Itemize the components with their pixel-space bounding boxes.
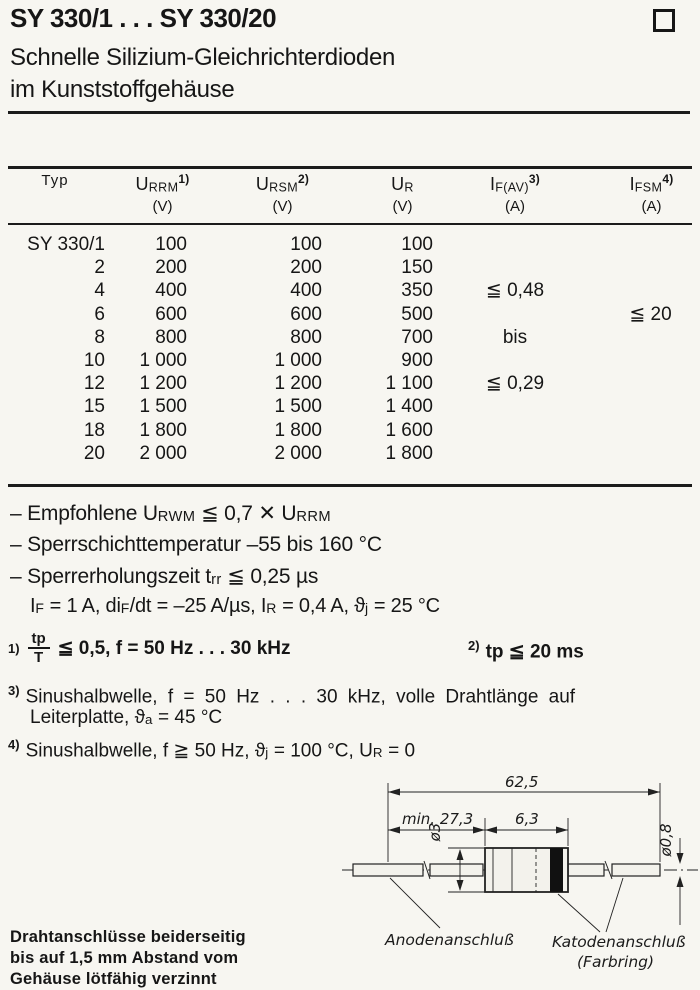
footnote-3-line1: $^{3)}$ Sinushalbwelle, f = 50 Hz . . . 30 kHz, volle Drahtlänge auf [8,683,576,708]
table-row: 12 1 200 1 200 1 100 ≦ 0,29 [83,373,545,395]
diode-body [485,848,568,892]
dim-lead-min-length: min. 27,3 [402,810,474,828]
corner-square-icon [653,9,675,32]
dim-body-diameter: ø3 [426,822,444,842]
table-row: 10 1 000 1 000 900 [83,350,433,372]
dim-overall-length: 62,5 [505,773,539,791]
footnote-3-line2: Leiterplatte, ϑa = 45 °C [30,707,223,728]
note-reverse-recovery-time: – Sperrerholungszeit trr ≦ 0,25 µs [10,565,319,588]
duty-cycle-fraction: $\frac{tp}{T}$ [28,631,50,665]
table-row: 2 200 200 150 [94,257,433,279]
table-row: 20 2 000 2 000 1 800 [83,442,433,464]
note-junction-temperature: – Sperrschichttemperatur –55 bis 160 °C [10,533,382,556]
table-header-rule [8,223,692,225]
subtitle-divider [8,111,690,114]
column-header-ursm: URSM$^{2)}$ (V) [255,172,310,215]
solder-note-line1: Drahtanschlüsse beiderseitig [10,928,246,946]
header-typ-label: Typ [41,172,69,189]
dim-wire-diameter: ø0,8 [657,823,675,857]
label-cathode-terminal: Katodenanschluß [552,933,686,951]
table-row: 6 600 600 500 ≦ 20 [94,303,672,325]
footnote-1: 1) $\frac{tp}{T}$ ≦ 0,5, f = 50 Hz . . . 30 kHz [8,630,291,666]
solder-note-line3: Gehäuse lötfähig verzinnt [10,970,217,988]
package-outline-drawing [340,770,700,988]
page-subtitle-line1: Schnelle Silizium-Gleichrichterdioden [10,44,396,71]
table-row: 4 400 400 350 ≦ 0,48 [94,280,545,302]
column-header-ur: UR (V) [391,174,414,215]
column-header-ifav: IF(AV)$^{3)}$ (A) [490,172,540,215]
page-title: SY 330/1 . . . SY 330/20 [10,3,277,33]
column-header-urrm: URRM$^{1)}$ (V) [135,172,190,215]
table-row: 15 1 500 1 500 1 400 [83,396,433,418]
cathode-band [550,848,563,892]
label-anode-terminal: Anodenanschluß [385,931,514,949]
table-body [0,233,700,465]
dim-body-length: 6,3 [515,810,539,828]
table-bottom-rule [8,484,692,487]
note-recovery-conditions: IF = 1 A, diF/dt = –25 A/µs, IR = 0,4 A, ϑj = 25 °C [30,595,440,617]
note-recommended-urwm: – Empfohlene URWM ≦ 0,7 ✕ URRM [10,502,331,525]
anode-lead [353,861,483,879]
page-subtitle-line2: im Kunststoffgehäuse [10,76,235,103]
solder-note-line2: bis auf 1,5 mm Abstand vom [10,949,239,967]
cathode-lead [568,861,660,879]
table-header-row [0,172,700,215]
footnote-2: $^{2)}$ tp ≦ 20 ms [468,638,584,663]
column-header-ifsm: IFSM$^{4)}$ (A) [629,172,674,215]
column-header-typ [0,172,110,215]
table-row: SY 330/1 100 100 100 [27,234,433,255]
label-cathode-colorband: (Farbring) [577,953,655,971]
table-top-rule [8,166,692,169]
solder-note [10,927,246,990]
table-row: 8 800 800 700 bis [94,326,528,348]
footnote-4: $^{4)}$ Sinushalbwelle, f ≧ 50 Hz, ϑj = 100 °C, UR = 0 [8,737,416,762]
table-row: 18 1 800 1 800 1 600 [83,419,433,441]
